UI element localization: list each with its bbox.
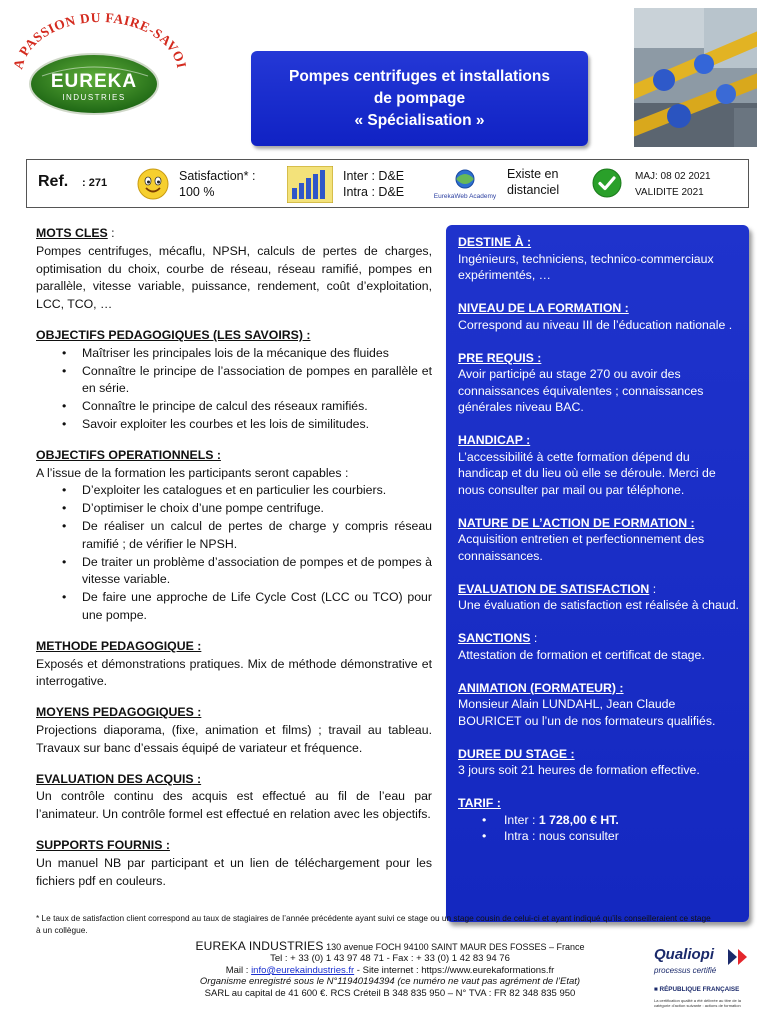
mots-cles-text: Pompes centrifuges, mécaflu, NPSH, calculs de pertes de charges, optimisation du choix, courbe de réseau, réseau ramifié, pompes en parallèle, vitesse variable, puissance, rendement, coût d’exploitation, LCC, TCO, … (36, 243, 432, 312)
list-item: • Connaître le principe de calcul des réseaux ramifiés. (62, 398, 432, 416)
republique-francaise: ■ RÉPUBLIQUE FRANÇAISE (654, 986, 740, 993)
section-objectifs-operationnels (36, 447, 432, 625)
qualiopi-brand: Qualiopi (654, 946, 714, 963)
check-icon (592, 168, 622, 198)
footer-sarl: SARL au capital de 41 600 €. RCS Créteil B 348 835 950 – N° TVA : FR 82 348 835 950 (204, 987, 576, 999)
footer-company: EUREKA INDUSTRIES (195, 939, 324, 953)
destine-heading: DESTINE À : (458, 235, 532, 249)
qualiopi-arrows-icon (728, 949, 750, 965)
distanciel-line-1: Existe en (507, 167, 559, 181)
footer-phone: Tel : + 33 (0) 1 43 97 48 71 - Fax : + 33 (0) 1 42 83 94 76 (270, 953, 510, 965)
logo-arc-text: A PASSION DU FAIRE-SAVO (10, 12, 186, 71)
list-item: • De réaliser un calcul de pertes de charge y compris réseau ramifié ; de vérifier le NPSH. (62, 518, 432, 554)
handicap-text: L’accessibilité à cette formation dépend du handicap et du lieu où elle se déroule. Merci de nous consulter par mail ou par téléphone. (458, 449, 716, 497)
course-summary-panel (446, 225, 749, 922)
evaluation-satisfaction-suffix: : (649, 581, 657, 596)
list-item: • D’optimiser le choix d’une pompe centrifuge. (62, 500, 432, 518)
section-tarif (458, 795, 739, 845)
list-item: • Maîtriser les principales lois de la mécanique des fluides (62, 345, 432, 363)
section-supports (36, 837, 432, 890)
section-methode (36, 638, 432, 691)
satisfaction-footnote: * Le taux de satisfaction client correspond au taux de stagiaires de l’année précédente ayant suivi ce stage ou un stage cousin de celui-ci et ayant indiqué qu’ils conseilleraient ce stage à un collègue. (36, 913, 711, 935)
eureka-logo (8, 12, 186, 124)
logo-brand-sub: INDUSTRIES (62, 93, 126, 102)
objectifs-savoirs-list (62, 345, 432, 434)
duree-text: 3 jours soit 21 heures de formation effective. (458, 763, 700, 777)
smiley-icon (137, 168, 169, 200)
pump-station-photo-graphic (634, 8, 757, 147)
section-mots-cles (36, 225, 432, 314)
moyens-text: Projections diaporama, (fixe, animation et films) ; travail au tableau. Travaux sur banc d’essais équipé de variateur et fréquence. (36, 722, 432, 755)
course-info-bar (26, 159, 749, 208)
qualiopi-subtitle: processus certifié (654, 966, 717, 975)
section-nature (458, 515, 739, 565)
qualiopi-note: La certification qualité a été délivrée au titre de la catégorie d’action suivante : actions de formation (654, 998, 741, 1008)
satisfaction-label: Satisfaction* : (179, 169, 256, 183)
sanctions-suffix: : (530, 631, 538, 645)
destine-text: Ingénieurs, techniciens, technico-commerciaux expérimentés, … (458, 251, 714, 282)
bar-chart-icon (287, 166, 333, 203)
academy-label: EurekaWeb Academy (433, 193, 497, 200)
course-title-box (251, 51, 588, 146)
methode-heading: METHODE PEDAGOGIQUE : (36, 638, 202, 653)
animation-text: Monsieur Alain LUNDAHL, Jean Claude BOURICET ou l’un de nos formateurs qualifiés. (458, 697, 716, 728)
ref-label: Ref. (38, 173, 69, 190)
qualiopi-logo (654, 946, 754, 1024)
sanctions-text: Attestation de formation et certificat de stage. (458, 647, 705, 662)
animation-heading: ANIMATION (FORMATEUR) : (458, 680, 624, 695)
objectifs-operationnels-heading: OBJECTIFS OPERATIONNELS : (36, 447, 221, 462)
logo-brand: EUREKA (50, 71, 138, 92)
update-date: MAJ: 08 02 2021 (635, 171, 711, 182)
prerequis-heading: PRE REQUIS : (458, 350, 542, 365)
evaluation-acquis-text: Un contrôle continu des acquis est effectué au fil de l’eau par l’animateur. Un contrôle formel est effectué en relation avec les objectifs. (36, 789, 432, 822)
validity-year: VALIDITE 2021 (635, 187, 704, 198)
eureka-logo-graphic (8, 12, 186, 124)
list-item: • Connaître le principe de l’association de pompes en parallèle et en série. (62, 363, 432, 399)
satisfaction-value: 100 % (179, 185, 215, 199)
objectifs-operationnels-intro: A l’issue de la formation les participants seront capables : (36, 465, 349, 480)
inter-availability: Inter : D&E (343, 169, 405, 183)
section-handicap (458, 432, 739, 498)
objectifs-operationnels-list (62, 482, 432, 624)
footer-site: - Site internet : https://www.eurekaformations.fr (354, 964, 555, 976)
nature-text: Acquisition entretien et perfectionnement des connaissances. (458, 532, 705, 563)
section-evaluation-acquis (36, 771, 432, 824)
list-item: • Savoir exploiter les courbes et les lois de similitudes. (62, 416, 432, 434)
section-sanctions (458, 630, 739, 663)
tarif-inter-price: 1 728,00 € HT. (538, 812, 619, 827)
footer-mail-prefix: Mail : (225, 964, 252, 976)
course-title-line-2: de pompage (373, 89, 466, 107)
supports-text: Un manuel NB par participant et un lien de téléchargement pour les fichiers pdf en couleurs. (36, 855, 432, 888)
course-title-line-3: « Spécialisation » (354, 111, 485, 129)
evaluation-satisfaction-text: Une évaluation de satisfaction est réalisée à chaud. (458, 598, 739, 612)
objectifs-savoirs-heading: OBJECTIFS PEDAGOGIQUES (LES SAVOIRS) : (36, 327, 311, 342)
footer-address: 130 avenue FOCH 94100 SAINT MAUR DES FOSSES – France (323, 942, 585, 952)
prerequis-text: Avoir participé au stage 270 ou avoir des connaissances équivalentes ; connaissances générales niveau BAC. (458, 367, 704, 414)
section-objectifs-savoirs (36, 327, 432, 434)
tarif-list (482, 812, 739, 845)
sanctions-heading: SANCTIONS (458, 631, 531, 645)
mots-cles-suffix: : (107, 226, 115, 240)
footer-agrement: Organisme enregistré sous le N°11940194394 (ce numéro ne vaut pas agrément de l’Etat) (199, 976, 581, 988)
methode-text: Exposés et démonstrations pratiques. Mix de méthode démonstrative et interrogative. (36, 656, 432, 689)
ref-number: : 271 (82, 177, 108, 189)
niveau-text: Correspond au niveau III de l’éducation nationale . (458, 317, 733, 332)
section-niveau (458, 300, 739, 333)
distanciel-line-2: distanciel (507, 183, 560, 197)
course-details-column (36, 225, 432, 903)
section-animation (458, 680, 739, 730)
list-item: • De traiter un problème d’association de pompes et de pompes à vitesse variable. (62, 554, 432, 590)
handicap-heading: HANDICAP : (458, 433, 531, 447)
evaluation-acquis-heading: EVALUATION DES ACQUIS : (36, 771, 202, 786)
tarif-heading: TARIF : (458, 796, 501, 810)
evaluation-satisfaction-heading: EVALUATION DE SATISFACTION (458, 581, 650, 596)
section-prerequis (458, 350, 739, 416)
tarif-inter-prefix: Inter : (504, 812, 539, 827)
mots-cles-heading: MOTS CLES (36, 226, 108, 240)
section-evaluation-satisfaction (458, 581, 739, 614)
section-destine (458, 234, 739, 284)
supports-heading: SUPPORTS FOURNIS : (36, 837, 170, 852)
footer-email-link[interactable]: info@eurekaindustries.fr (251, 964, 355, 976)
niveau-heading: NIVEAU DE LA FORMATION : (458, 301, 629, 315)
list-item: • D’exploiter les catalogues et en particulier les courbiers. (62, 482, 432, 500)
intra-availability: Intra : D&E (343, 185, 405, 199)
pump-station-photo (634, 8, 757, 147)
section-duree (458, 746, 739, 779)
list-item: • De faire une approche de Life Cycle Cost (LCC ou TCO) pour une pompe. (62, 589, 432, 625)
nature-heading: NATURE DE L’ACTION DE FORMATION : (458, 515, 695, 530)
section-moyens (36, 704, 432, 757)
tarif-intra-item: • Intra : nous consulter (482, 828, 739, 845)
moyens-heading: MOYENS PEDAGOGIQUES : (36, 705, 202, 720)
company-footer (140, 941, 640, 999)
eureka-web-academy-icon (430, 167, 500, 203)
tarif-inter-item (482, 812, 739, 829)
course-title-line-1: Pompes centrifuges et installations (289, 67, 550, 85)
duree-heading: DUREE DU STAGE : (458, 746, 575, 761)
